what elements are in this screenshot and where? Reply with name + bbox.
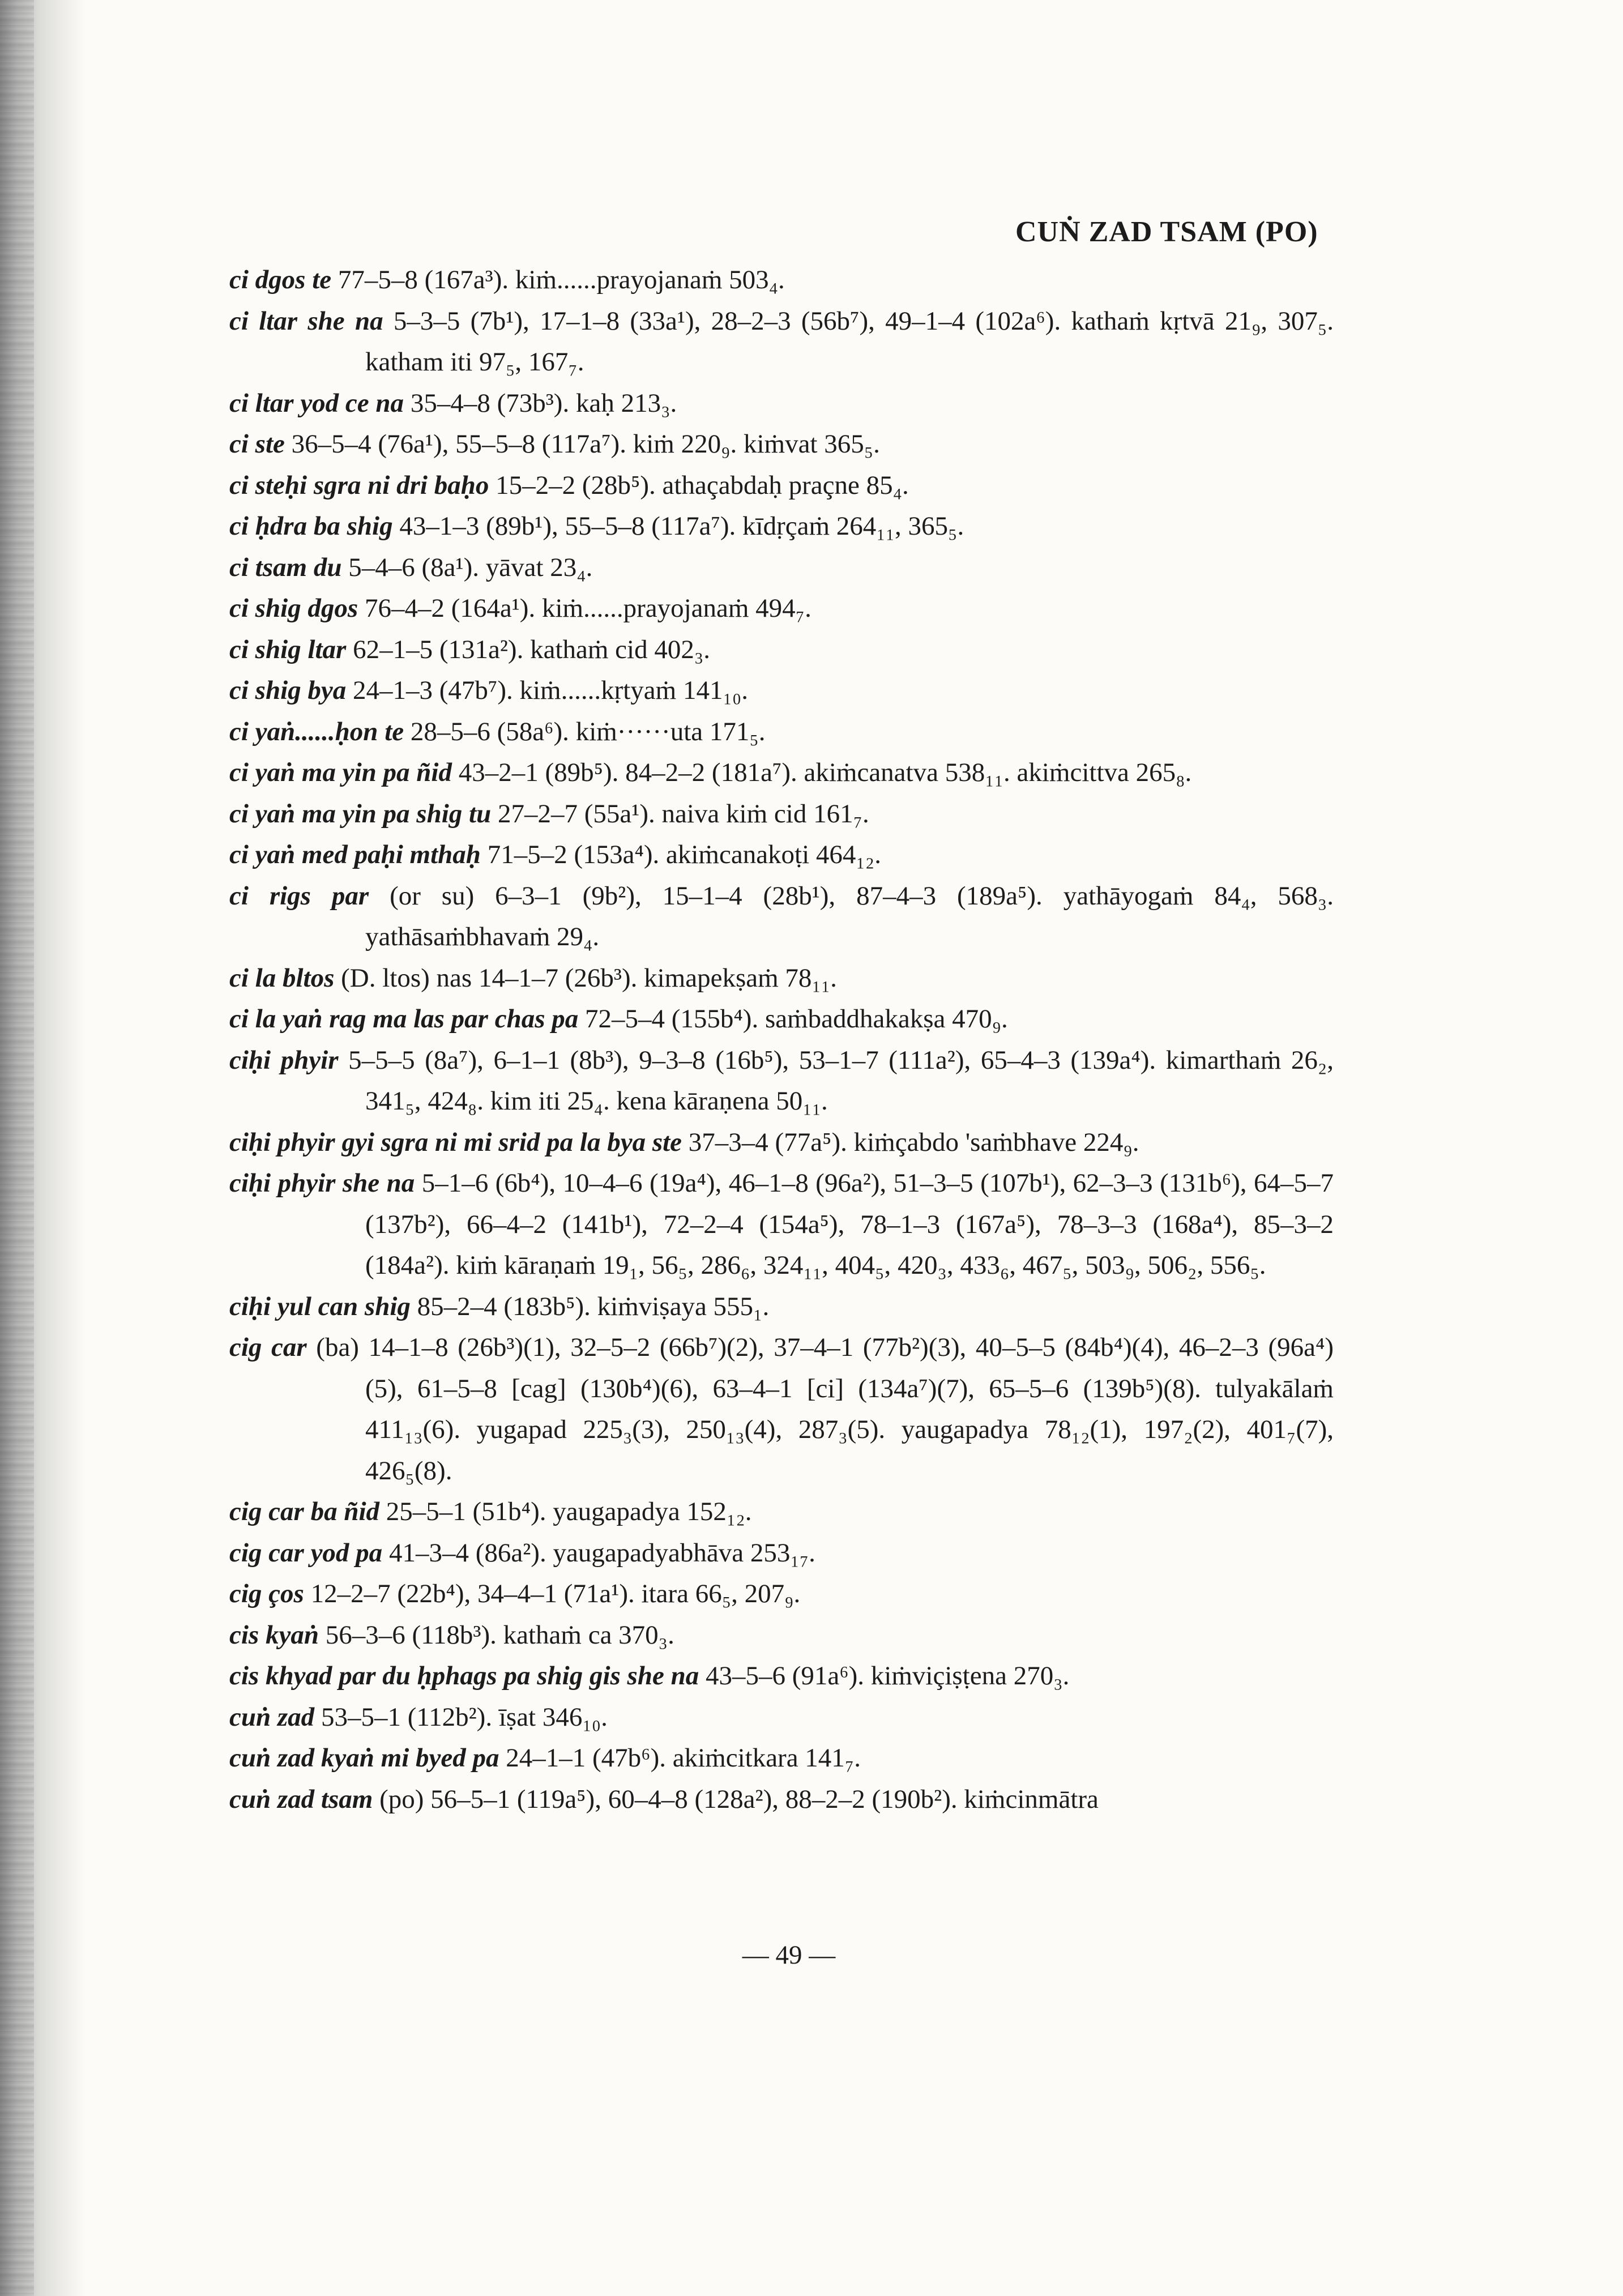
entry-references: 24–1–1 (47b⁶). [506, 1743, 666, 1773]
dictionary-entry [229, 465, 1334, 506]
entry-references: 5–4–6 (8a¹). [348, 552, 479, 582]
entry-headword: ciḥi yul can shig [229, 1291, 411, 1321]
entry-headword: cig car yod pa [229, 1538, 383, 1568]
entry-sanskrit-equivalent: yāvat 23₄. [485, 552, 593, 582]
entry-headword: ci shig dgos [229, 594, 358, 623]
entry-variant-note: (or su) [390, 881, 475, 911]
entry-references: 76–4–2 (164a¹). [364, 594, 536, 623]
dictionary-entry [229, 424, 1334, 465]
entry-sanskrit-equivalent: kiṁ 220₉. kiṁvat 365₅. [633, 429, 880, 459]
running-title: CUṄ ZAD TSAM (PO) [1015, 216, 1318, 248]
entry-headword: ci la yaṅ rag ma las par chas pa [229, 1004, 579, 1034]
entry-sanskrit-equivalent: kiṁ······uta 171₅. [575, 716, 766, 746]
entry-references: 85–2–4 (183b⁵). [417, 1291, 591, 1321]
entry-headword: ci yaṅ ma yin pa ñid [229, 758, 452, 787]
entry-headword: ci yaṅ ma yin pa shig tu [229, 799, 492, 829]
entry-sanskrit-equivalent: kiṁviçiṣṭena 270₃. [870, 1661, 1070, 1691]
entry-sanskrit-equivalent: kaḥ 213₃. [575, 388, 677, 418]
dictionary-entry [229, 1327, 1334, 1491]
entry-headword: ci tsam du [229, 552, 342, 582]
entry-headword: ciḥi phyir she na [229, 1168, 415, 1198]
dictionary-entry [229, 1738, 1334, 1779]
entry-sanskrit-equivalent: saṁbaddhakakṣa 470₉. [764, 1004, 1008, 1034]
entry-references: 77–5–8 (167a³). [338, 265, 509, 295]
entry-references: 43–5–6 (91a⁶). [705, 1661, 865, 1691]
dictionary-entry [229, 629, 1334, 671]
entry-headword: ci ltar yod ce na [229, 388, 404, 418]
entry-sanskrit-equivalent: īṣat 346₁₀. [498, 1702, 608, 1732]
dictionary-entry [229, 1573, 1334, 1615]
entry-references: 41–3–4 (86a²). [388, 1538, 546, 1568]
entry-references: 72–5–4 (155b⁴). [585, 1004, 759, 1034]
entry-sanskrit-equivalent: kimarthaṁ 26₂, 341₅, 424₈. kim iti 25₄. kena kāraṇena 50₁₁. [365, 1045, 1334, 1116]
dictionary-entry [229, 1163, 1334, 1286]
entry-references: 71–5–2 (153a⁴). [487, 840, 660, 869]
dictionary-entry [229, 876, 1334, 958]
entry-headword: ci dgos te [229, 265, 332, 295]
dictionary-entry [229, 793, 1334, 835]
entry-references: 14–1–8 (26b³)(1), 32–5–2 (66b⁷)(2), 37–4–1 (77b²)(3), 40–5–5 (84b⁴)(4), 46–2–3 (96a⁴)(5), 61–5–8 [cag] (130b⁴)(6), 63–4–1 [ci] (134a⁷)(7), 65–5–6 (139b⁵)(8). [365, 1333, 1334, 1403]
entry-references: 25–5–1 (51b⁴). [386, 1497, 546, 1526]
dictionary-entry [229, 958, 1334, 999]
entry-references: 12–2–7 (22b⁴), 34–4–1 (71a¹). [310, 1579, 635, 1608]
entry-headword: cig car ba ñid [229, 1497, 380, 1526]
entry-references: 5–3–5 (7b¹), 17–1–8 (33a¹), 28–2–3 (56b⁷), 49–1–4 (102a⁶). [393, 306, 1061, 336]
entry-headword: ci ltar she na [229, 306, 383, 336]
page-number: — 49 — [742, 1940, 836, 1970]
entry-sanskrit-equivalent: yathāyogaṁ 84₄, 568₃. yathāsaṁbhavaṁ 29₄. [365, 881, 1334, 951]
entry-variant-note: (D. ltos) nas [341, 963, 472, 993]
entry-references: 62–1–5 (131a²). [353, 634, 524, 664]
dictionary-entry [229, 1655, 1334, 1697]
entry-sanskrit-equivalent: kiṁ......prayojanaṁ 503₄. [515, 265, 785, 295]
dictionary-entry [229, 383, 1334, 424]
entry-sanskrit-equivalent: kīdṛçaṁ 264₁₁, 365₅. [742, 511, 964, 541]
entry-references: 35–4–8 (73b³). [410, 388, 570, 418]
entry-variant-note: (ba) [316, 1333, 359, 1362]
entry-references: 36–5–4 (76a¹), 55–5–8 (117a⁷). [291, 429, 626, 459]
dictionary-entry [229, 1533, 1334, 1574]
entry-headword: cuṅ zad tsam [229, 1784, 373, 1814]
entry-sanskrit-equivalent: kimapekṣaṁ 78₁₁. [644, 963, 837, 993]
entry-references: 15–2–2 (28b⁵). [496, 470, 656, 500]
entry-sanskrit-equivalent: kiṁ......kṛtyaṁ 141₁₀. [519, 676, 749, 705]
entry-references: 24–1–3 (47b⁷). [353, 676, 513, 705]
entry-references: 28–5–6 (58a⁶). [410, 716, 569, 746]
entry-sanskrit-equivalent: akiṁcitkara 141₇. [672, 1743, 861, 1773]
entry-sanskrit-equivalent: kathaṁ cid 402₃. [530, 634, 710, 664]
entry-headword: ci shig ltar [229, 634, 347, 664]
dictionary-entry [229, 834, 1334, 876]
entry-references: 27–2–7 (55a¹). [497, 799, 655, 829]
entry-sanskrit-equivalent: kiṁ kāraṇaṁ 19₁, 56₅, 286₆, 324₁₁, 404₅, 420₃, 433₆, 467₅, 503₉, 506₂, 556₅. [456, 1251, 1266, 1280]
entry-sanskrit-equivalent: itara 66₅, 207₉. [641, 1579, 801, 1608]
entry-sanskrit-equivalent: kiṁviṣaya 555₁. [597, 1291, 770, 1321]
entry-headword: cuṅ zad kyaṅ mi byed pa [229, 1743, 499, 1773]
dictionary-entry [229, 547, 1334, 588]
dictionary-entry [229, 998, 1334, 1040]
entry-sanskrit-equivalent: kiṁcinmātra [964, 1784, 1099, 1814]
dictionary-entry [229, 1697, 1334, 1738]
page-number-row [0, 1940, 1623, 1970]
entry-references: 37–3–4 (77a⁵). [688, 1127, 847, 1157]
entry-headword: cig car [229, 1333, 307, 1362]
dictionary-entry [229, 588, 1334, 629]
dictionary-entry [229, 1040, 1334, 1122]
entry-variant-note: (po) [379, 1784, 424, 1814]
dictionary-entry [229, 670, 1334, 711]
entry-headword: ci shig bya [229, 676, 347, 705]
entry-sanskrit-equivalent: kathaṁ kṛtvā 21₉, 307₅. katham iti 97₅, 167₇. [365, 306, 1334, 377]
dictionary-entries [229, 259, 1334, 1820]
dictionary-entry [229, 1491, 1334, 1533]
entry-sanskrit-equivalent: naiva kiṁ cid 161₇. [661, 799, 869, 829]
entry-headword: ci yaṅ......ḥon te [229, 716, 404, 746]
dictionary-entry [229, 1615, 1334, 1656]
entry-references: 5–1–6 (6b⁴), 10–4–6 (19a⁴), 46–1–8 (96a²), 51–3–5 (107b¹), 62–3–3 (131b⁶), 64–5–7 (137b²), 66–4–2 (141b¹), 72–2–4 (154a⁵), 78–1–3 (167a⁵), 78–3–3 (168a⁴), 85–3–2 (184a²). [365, 1168, 1334, 1280]
entry-sanskrit-equivalent: athaçabdaḥ praçne 85₄. [662, 470, 909, 500]
entry-headword: ci ste [229, 429, 285, 459]
dictionary-entry [229, 1779, 1334, 1820]
entry-headword: cis khyad par du ḥphags pa shig gis she na [229, 1661, 699, 1691]
entry-sanskrit-equivalent: kiṁçabdo 'saṁbhave 224₉. [853, 1127, 1139, 1157]
entry-headword: cis kyaṅ [229, 1620, 319, 1650]
dictionary-entry [229, 1122, 1334, 1163]
entry-headword: ciḥi phyir gyi sgra ni mi srid pa la bya ste [229, 1127, 682, 1157]
entry-references: 53–5–1 (112b²). [321, 1702, 493, 1732]
entry-sanskrit-equivalent: akiṁcanakoṭi 464₁₂. [666, 840, 881, 869]
entry-sanskrit-equivalent: akiṁcanatva 538₁₁. akiṁcittva 265₈. [804, 758, 1192, 787]
entry-headword: ci steḥi sgra ni dri baḥo [229, 470, 489, 500]
dictionary-entry [229, 752, 1334, 793]
entry-sanskrit-equivalent: yaugapadya 152₁₂. [553, 1497, 752, 1526]
entry-headword: cig ços [229, 1579, 304, 1608]
entry-sanskrit-equivalent: yaugapadyabhāva 253₁₇. [553, 1538, 815, 1568]
entry-references: 14–1–7 (26b³). [478, 963, 638, 993]
entry-sanskrit-equivalent: kiṁ......prayojanaṁ 494₇. [541, 594, 812, 623]
entry-references: 6–3–1 (9b²), 15–1–4 (28b¹), 87–4–3 (189a⁵). [495, 881, 1043, 911]
dictionary-entry [229, 711, 1334, 753]
entry-references: 56–3–6 (118b³). [325, 1620, 497, 1650]
entry-headword: ci ḥdra ba shig [229, 511, 393, 541]
entry-headword: ci la bltos [229, 963, 335, 993]
dictionary-entry [229, 506, 1334, 547]
entry-headword: ci yaṅ med paḥi mthaḥ [229, 840, 481, 869]
entry-sanskrit-equivalent: kathaṁ ca 370₃. [503, 1620, 674, 1650]
entry-headword: ciḥi phyir [229, 1045, 339, 1075]
entry-sanskrit-equivalent: tulyakālaṁ 411₁₃(6). yugapad 225₃(3), 250₁₃(4), 287₃(5). yaugapadya 78₁₂(1), 197₂(2), 401₇(7), 426₅(8). [365, 1373, 1334, 1486]
dictionary-entry [229, 1286, 1334, 1328]
entry-references: 5–5–5 (8a⁷), 6–1–1 (8b³), 9–3–8 (16b⁵), 53–1–7 (111a²), 65–4–3 (139a⁴). [348, 1045, 1156, 1075]
entry-references: 56–5–1 (119a⁵), 60–4–8 (128a²), 88–2–2 (190b²). [430, 1784, 958, 1814]
dictionary-entry [229, 259, 1334, 301]
entry-references: 43–2–1 (89b⁵). 84–2–2 (181a⁷). [458, 758, 797, 787]
entry-headword: cuṅ zad [229, 1702, 315, 1732]
dictionary-entry [229, 301, 1334, 383]
entry-headword: ci rigs par [229, 881, 369, 911]
entry-references: 43–1–3 (89b¹), 55–5–8 (117a⁷). [399, 511, 736, 541]
